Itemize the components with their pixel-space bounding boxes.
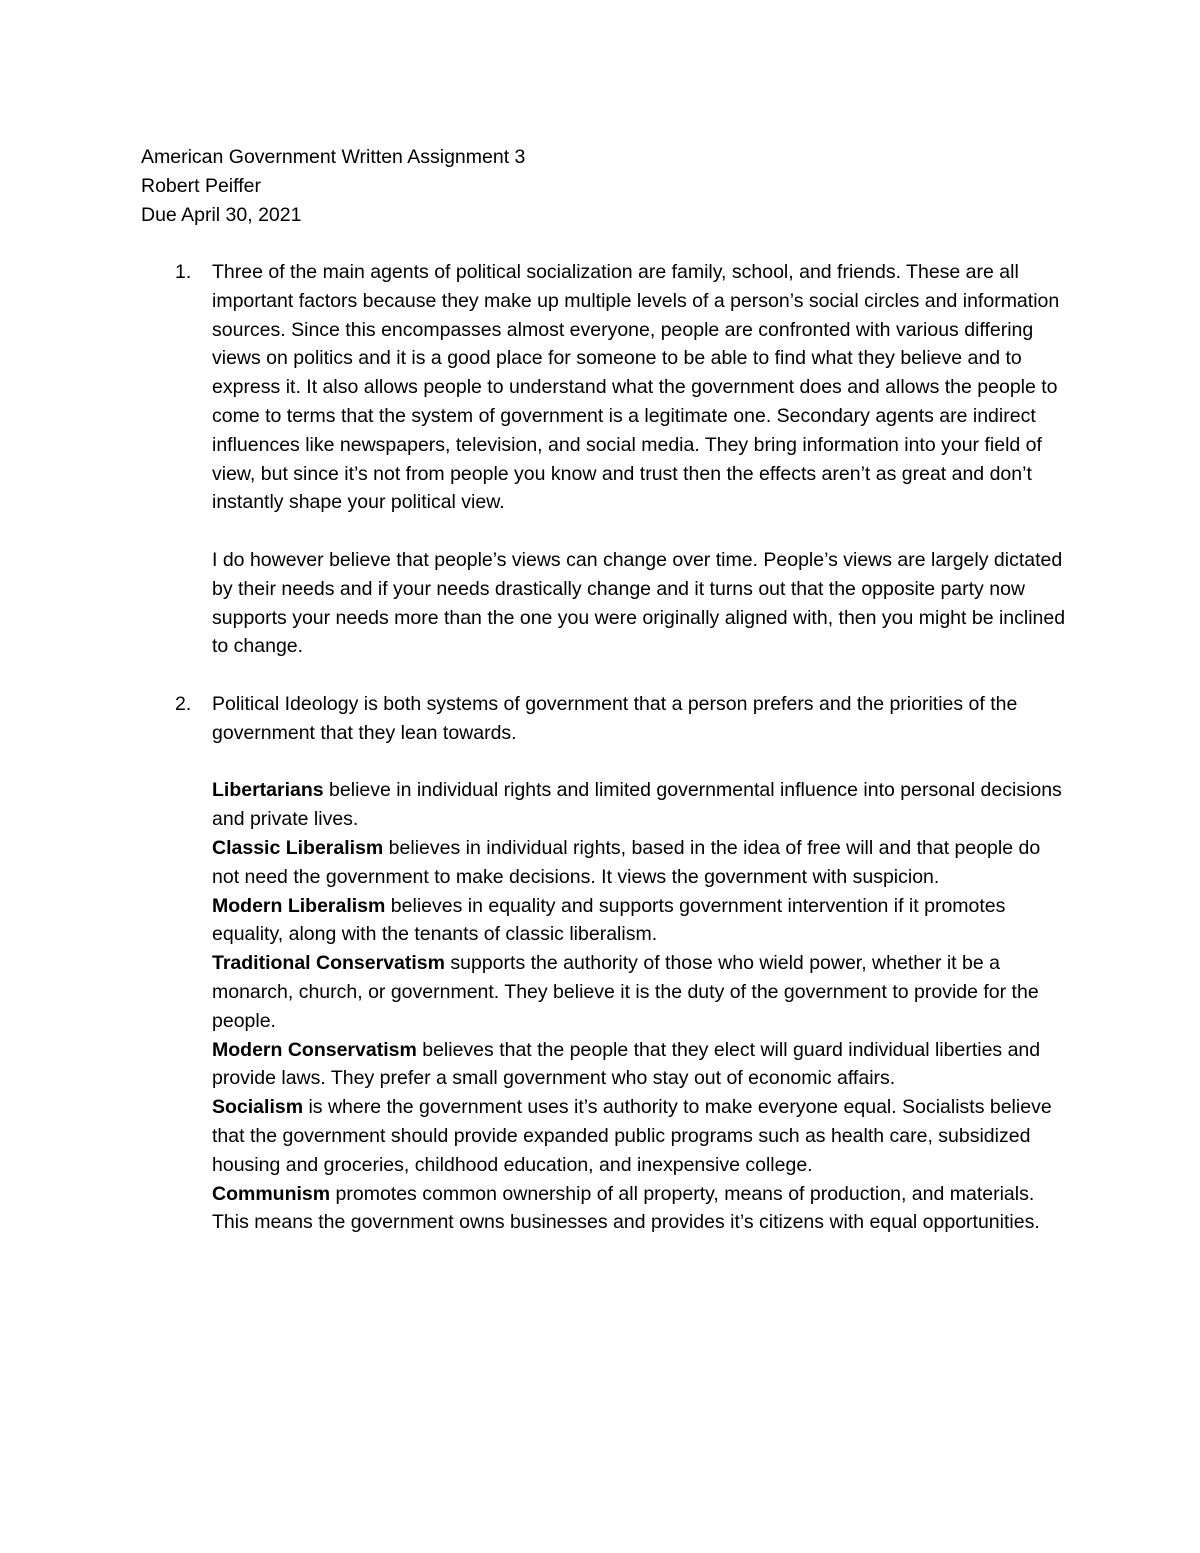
item-spacer: [141, 661, 1091, 690]
paragraph-spacer: [212, 748, 1091, 777]
ideology-description: believes in individual rights, based in the idea of free will and that people do not need the government to make decisions. It views the government with suspicion.: [212, 836, 1041, 888]
ideology-description: believes that the people that they elect will guard individual liberties and provide laws. They prefer a small government who stay out of economic affairs.: [212, 1038, 1041, 1090]
question-2-number: 2.: [175, 692, 192, 715]
ideology-description: believes in equality and supports government intervention if it promotes equality, along with the tenants of classic liberalism.: [212, 894, 1006, 946]
question-list: [141, 258, 1091, 1237]
ideology-description: promotes common ownership of all property, means of production, and materials. This means the government owns businesses and provides it’s citizens with equal opportunities.: [212, 1182, 1040, 1234]
author-name: Robert Peiffer: [141, 174, 261, 197]
ideology-term: Traditional Conservatism: [212, 952, 445, 975]
document-header: [141, 143, 1091, 229]
ideology-traditional-conservatism: [212, 949, 1072, 1035]
ideology-term: Communism: [212, 1182, 331, 1205]
question-2-intro: Political Ideology is both systems of government that a person prefers and the priorities of the government that they lean towards.: [212, 692, 1018, 744]
due-date: Due April 30, 2021: [141, 203, 302, 226]
ideology-libertarians: [212, 776, 1072, 834]
ideology-classic-liberalism: [212, 834, 1072, 892]
ideology-term: Classic Liberalism: [212, 836, 384, 859]
question-1-paragraph-2: I do however believe that people’s views can change over time. People’s views are largely dictated by their needs and if your needs drastically change and it turns out that the opposite party now supports your needs more than the one you were originally aligned with, then you might be inclined to change.: [212, 548, 1066, 658]
ideology-modern-conservatism: [212, 1036, 1072, 1094]
question-1-paragraph-1: Three of the main agents of political socialization are family, school, and friends. These are all important factors because they make up multiple levels of a person’s social circles and information sources. Since this encompasses almost everyone, people are confronted with various differing views on politics and it is a good place for someone to be able to find what they believe and to express it. It also allows people to understand what the government does and allows the people to come to terms that the system of government is a legitimate one. Secondary agents are indirect influences like newspapers, television, and social media. They bring information into your field of view, but since it’s not from people you know and trust then the effects aren’t as great and don’t instantly shape your political view.: [212, 261, 1060, 514]
question-2: [141, 690, 1091, 1237]
ideology-term: Libertarians: [212, 779, 324, 802]
ideology-description: supports the authority of those who wield power, whether it be a monarch, church, or government. They believe it is the duty of the government to provide for the people.: [212, 952, 1039, 1032]
ideology-description: is where the government uses it’s authority to make everyone equal. Socialists believe that the government should provide expanded public programs such as health care, subsidized housing and groceries, childhood education, and inexpensive college.: [212, 1096, 1052, 1176]
question-1-number: 1.: [175, 261, 192, 283]
question-1: [141, 258, 1091, 661]
ideology-term: Socialism: [212, 1096, 304, 1119]
ideology-description: believe in individual rights and limited governmental influence into personal decisions and private lives.: [212, 779, 1062, 831]
assignment-title: American Government Written Assignment 3: [141, 146, 526, 168]
paragraph-spacer: [212, 517, 1091, 546]
ideology-modern-liberalism: [212, 892, 1072, 950]
ideology-term: Modern Liberalism: [212, 894, 386, 917]
ideology-socialism: [212, 1093, 1072, 1179]
ideology-communism: [212, 1180, 1072, 1238]
ideology-term: Modern Conservatism: [212, 1038, 417, 1061]
